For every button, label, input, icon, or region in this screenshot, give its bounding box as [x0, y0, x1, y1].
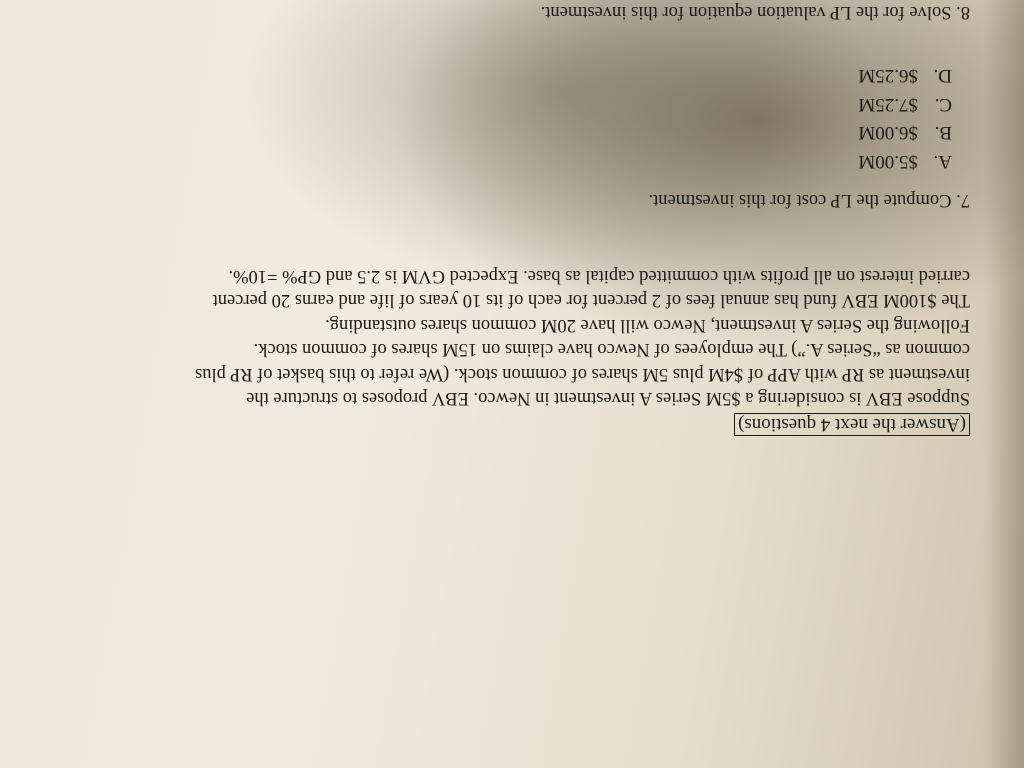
paragraph-line: Suppose EBV is considering a $5M Series A investment in Newco. EBV proposes to structure the	[246, 388, 970, 408]
question-7-text: 7. Compute the LP cost for this investment.	[648, 190, 970, 210]
question-8-text: 8. Solve for the LP valuation equation for this investment.	[540, 2, 970, 22]
paragraph-line: common as “Series A.”) The employees of Newco have claims on 15M shares of common stock.	[253, 339, 970, 360]
option-b	[858, 118, 952, 147]
option-c	[858, 90, 952, 119]
instruction-text: (Answer the next 4 questions)	[734, 413, 970, 436]
option-value: $7.25M	[858, 94, 918, 115]
option-value: $5.00M	[858, 151, 918, 172]
problem-paragraph	[60, 264, 970, 410]
paragraph-line: carried interest on all profits with committed capital as base. Expected GVM is 2.5 and GP% =10%.	[228, 265, 970, 286]
page-edge-shadow	[984, 0, 1024, 768]
option-value: $6.25M	[858, 65, 918, 87]
option-letter: D.	[933, 65, 952, 87]
option-d	[858, 61, 952, 90]
rotated-document-page	[50, 2, 970, 620]
paragraph-line: investment as RP with APP of $4M plus 5M shares of common stock. (We refer to this basket of RP plus	[195, 363, 970, 384]
option-a	[858, 147, 952, 176]
option-value: $6.00M	[858, 122, 918, 144]
question-7-options	[858, 61, 952, 175]
option-letter: C.	[934, 94, 952, 115]
option-letter: B.	[934, 122, 952, 144]
instruction-heading	[734, 413, 970, 435]
option-letter: A.	[933, 151, 952, 172]
paragraph-line: Following the Series A investment, Newco will have 20M common shares outstanding.	[325, 314, 970, 335]
paragraph-line: The $100M EBV fund has annual fees of 2 percent for each of its 10 years of life and earns 20 percent	[212, 290, 970, 311]
